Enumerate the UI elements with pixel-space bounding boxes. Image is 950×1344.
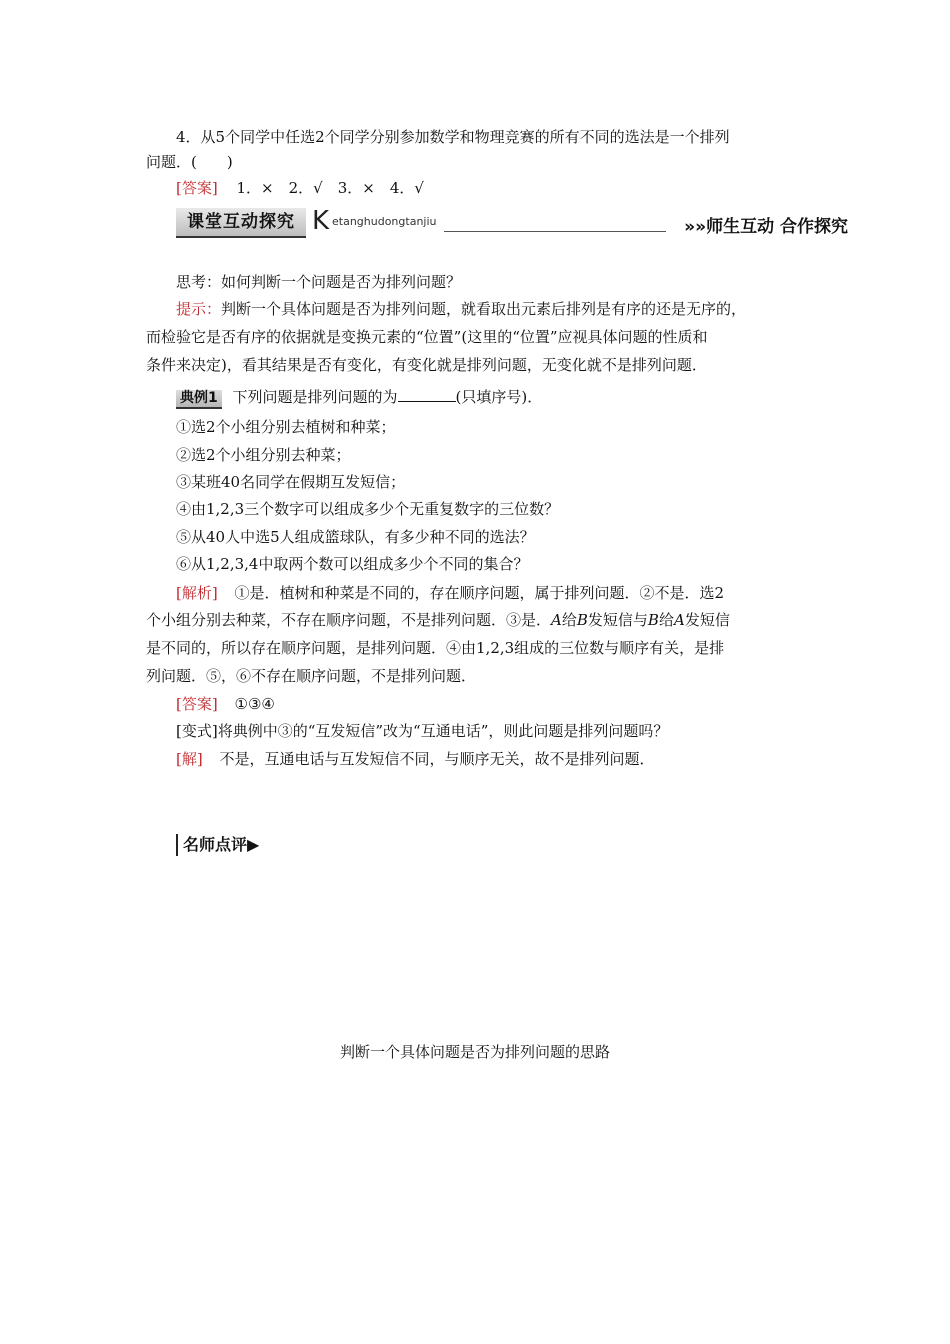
question-4-line2: 问题．( ) bbox=[146, 153, 233, 171]
analysis-tag: [解析] bbox=[176, 584, 218, 602]
answer-tag: [答案] bbox=[176, 179, 218, 197]
banner-pinyin: etanghudongtanjiu bbox=[332, 215, 437, 228]
variant-line: [变式]将典例中③的“互发短信”改为“互通电话”，则此问题是排列问题吗？ bbox=[176, 722, 669, 740]
analysis-line1 bbox=[176, 583, 724, 603]
hint-text: 判断一个具体问题是否为排列问题，就看取出元素后排列是有序的还是无序的， bbox=[221, 300, 747, 318]
example-prompt-b: (只填序号)． bbox=[455, 388, 543, 406]
banner-rule bbox=[444, 231, 666, 232]
answer2-tag: [答案] bbox=[176, 695, 218, 713]
variable-a: A bbox=[673, 611, 685, 629]
example-prompt bbox=[176, 387, 542, 409]
question-4-line1: 4．从5个同学中任选2个同学分别参加数学和物理竞赛的所有不同的选法是一个排列 bbox=[176, 128, 730, 146]
figure-caption: 判断一个具体问题是否为排列问题的思路 bbox=[339, 1043, 610, 1061]
solution-line bbox=[176, 749, 655, 769]
analysis-text: 个小组分别去种菜，不存在顺序问题，不是排列问题．③是． bbox=[146, 611, 552, 629]
analysis-text: 发短信 bbox=[684, 611, 730, 629]
analysis-line4: 列问题．⑤，⑥不存在顺序问题，不是排列问题． bbox=[146, 667, 477, 685]
answer2-text: ①③④ bbox=[234, 695, 275, 713]
banner-title: 课堂互动探究 bbox=[176, 208, 306, 238]
variable-a: A bbox=[551, 611, 562, 629]
solution-tag: [解] bbox=[176, 750, 203, 768]
teacher-review-heading: 名师点评▶ bbox=[176, 834, 259, 856]
hint-tag: 提示： bbox=[176, 300, 222, 318]
example-item: ⑤从40人中选5人组成篮球队，有多少种不同的选法？ bbox=[176, 528, 535, 546]
banner-k-letter: K bbox=[312, 206, 330, 236]
hint-line2: 而检验它是否有序的依据就是变换元素的“位置”(这里的“位置”应视具体问题的性质和 bbox=[146, 328, 708, 346]
think-question: 思考：如何判断一个问题是否为排列问题？ bbox=[176, 273, 462, 291]
hint-line3: 条件来决定)，看其结果是否有变化，有变化就是排列问题，无变化就不是排列问题． bbox=[146, 356, 707, 374]
answer-text: 1．× 2．√ 3．× 4．√ bbox=[236, 179, 424, 197]
answer-line bbox=[176, 178, 424, 198]
section-banner bbox=[176, 206, 848, 240]
answer2-line bbox=[176, 694, 275, 714]
example-item: ③某班40名同学在假期互发短信； bbox=[176, 473, 406, 491]
solution-text: 不是，互通电话与互发短信不同，与顺序无关，故不是排列问题． bbox=[219, 750, 655, 768]
analysis-line2 bbox=[146, 610, 730, 630]
example-prompt-a: 下列问题是排列问题的为 bbox=[232, 388, 398, 406]
analysis-text: 给 bbox=[658, 611, 674, 629]
example-item: ④由1,2,3三个数字可以组成多少个无重复数字的三位数？ bbox=[176, 500, 560, 518]
answer-blank bbox=[398, 387, 456, 402]
hint-line1 bbox=[176, 299, 746, 319]
example-item: ①选2个小组分别去植树和种菜； bbox=[176, 418, 396, 436]
example-item: ⑥从1,2,3,4中取两个数可以组成多少个不同的集合？ bbox=[176, 555, 529, 573]
analysis-text: 发短信与 bbox=[587, 611, 648, 629]
variable-b: B bbox=[576, 611, 588, 629]
banner-slogan: »»师生互动 合作探究 bbox=[684, 217, 848, 237]
analysis-line3: 是不同的，所以存在顺序问题，是排列问题．④由1,2,3组成的三位数与顺序有关，是排 bbox=[146, 639, 725, 657]
example-tag: 典例1 bbox=[176, 390, 222, 409]
analysis-text: ①是．植树和种菜是不同的，存在顺序问题，属于排列问题．②不是．选2 bbox=[234, 584, 725, 602]
example-item: ②选2个小组分别去种菜； bbox=[176, 446, 351, 464]
analysis-text: 给 bbox=[561, 611, 577, 629]
variable-b: B bbox=[647, 611, 659, 629]
